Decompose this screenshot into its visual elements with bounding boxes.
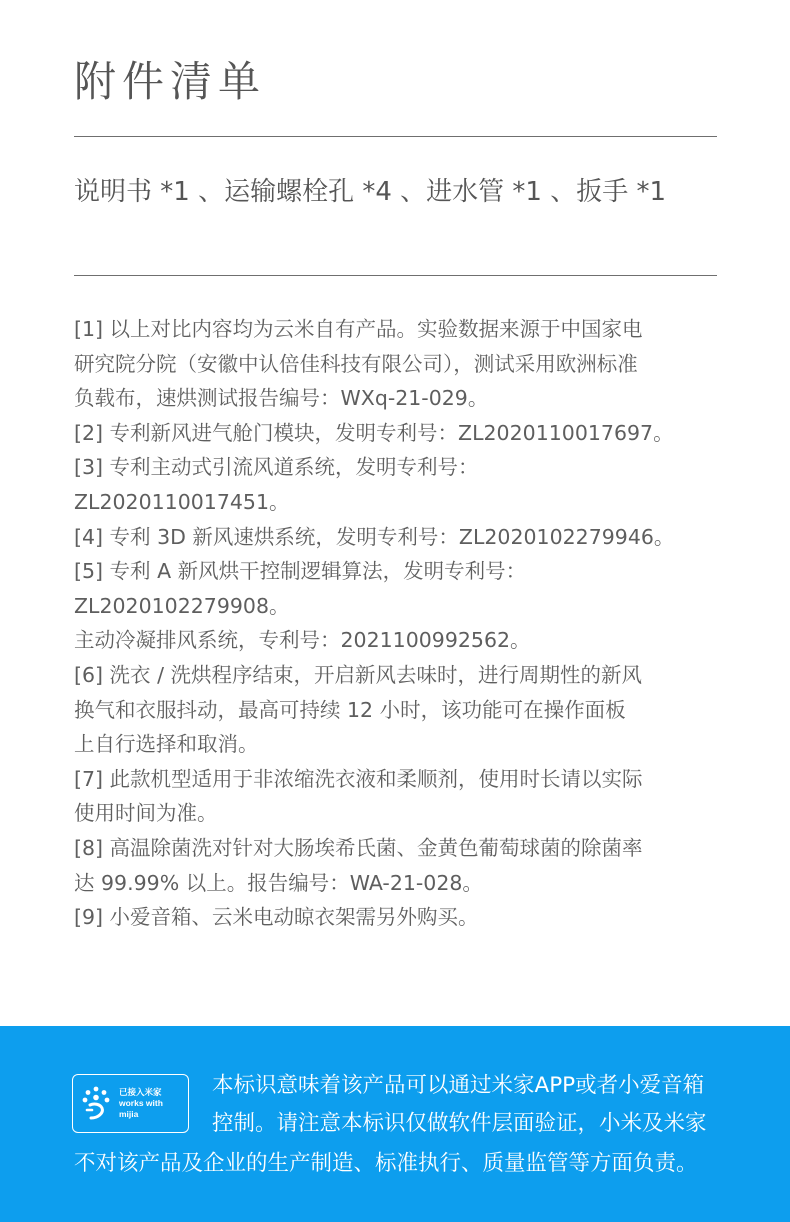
footnote-line: [8] 高温除菌洗对针对大肠埃希氏菌、金黄色葡萄球菌的除菌率	[74, 835, 643, 860]
divider-top	[74, 136, 717, 137]
footnote-line: 换气和衣服抖动，最高可持续 12 小时，该功能可在操作面板	[74, 697, 626, 722]
footer-text-line: 不对该产品及企业的生产制造、标准执行、质量监管等方面负责。	[74, 1151, 698, 1176]
footnote-line: [5] 专利 A 新风烘干控制逻辑算法，发明专利号：	[74, 559, 527, 584]
footnote-line: 达 99.99% 以上。报告编号：WA-21-028。	[74, 870, 483, 895]
badge-line-cn: 已接入米家	[119, 1087, 162, 1097]
footer-text-line: 控制。请注意本标识仅做软件层面验证，小米及米家	[212, 1111, 707, 1136]
footnotes	[74, 312, 724, 935]
badge-text	[119, 1087, 163, 1120]
badge-line-works-with: works with	[119, 1098, 163, 1108]
footnote-line: [3] 专利主动式引流风道系统，发明专利号：	[74, 455, 479, 480]
footnote-line: [9] 小爱音箱、云米电动晾衣架需另外购买。	[74, 905, 479, 930]
footnote-line: ZL2020102279908。	[74, 593, 290, 618]
footnote-line: ZL2020110017451。	[74, 489, 290, 514]
works-with-mijia-badge	[72, 1074, 189, 1133]
divider-bottom	[74, 275, 717, 276]
mijia-logo-icon	[82, 1085, 110, 1121]
footnote-line: 上自行选择和取消。	[74, 732, 259, 757]
footnote-line: [4] 专利 3D 新风速烘系统，发明专利号：ZL2020102279946。	[74, 524, 675, 549]
footnote-line: [2] 专利新风进气舱门模块，发明专利号：ZL2020110017697。	[74, 420, 674, 445]
footnote-line: 研究院分院（安徽中认倍佳科技有限公司），测试采用欧洲标准	[74, 351, 638, 376]
footnote-line: [6] 洗衣 / 洗烘程序结束，开启新风去味时，进行周期性的新风	[74, 662, 642, 687]
footer-text-line: 本标识意味着该产品可以通过米家APP或者小爱音箱	[212, 1073, 705, 1098]
accessory-list: 说明书 *1 、运输螺栓孔 *4 、进水管 *1 、扳手 *1	[74, 177, 667, 207]
mijia-footer-banner	[0, 1026, 790, 1222]
page-title: 附件清单	[74, 57, 267, 106]
badge-line-mijia: mijia	[119, 1109, 139, 1119]
footnote-line: [7] 此款机型适用于非浓缩洗衣液和柔顺剂，使用时长请以实际	[74, 766, 643, 791]
footnote-line: 负载布，速烘测试报告编号：WXq-21-029。	[74, 386, 489, 411]
footnote-line: [1] 以上对比内容均为云米自有产品。实验数据来源于中国家电	[74, 317, 643, 341]
footnote-line: 使用时间为准。	[74, 801, 218, 826]
footnote-line: 主动冷凝排风系统，专利号：2021100992562。	[74, 628, 531, 653]
